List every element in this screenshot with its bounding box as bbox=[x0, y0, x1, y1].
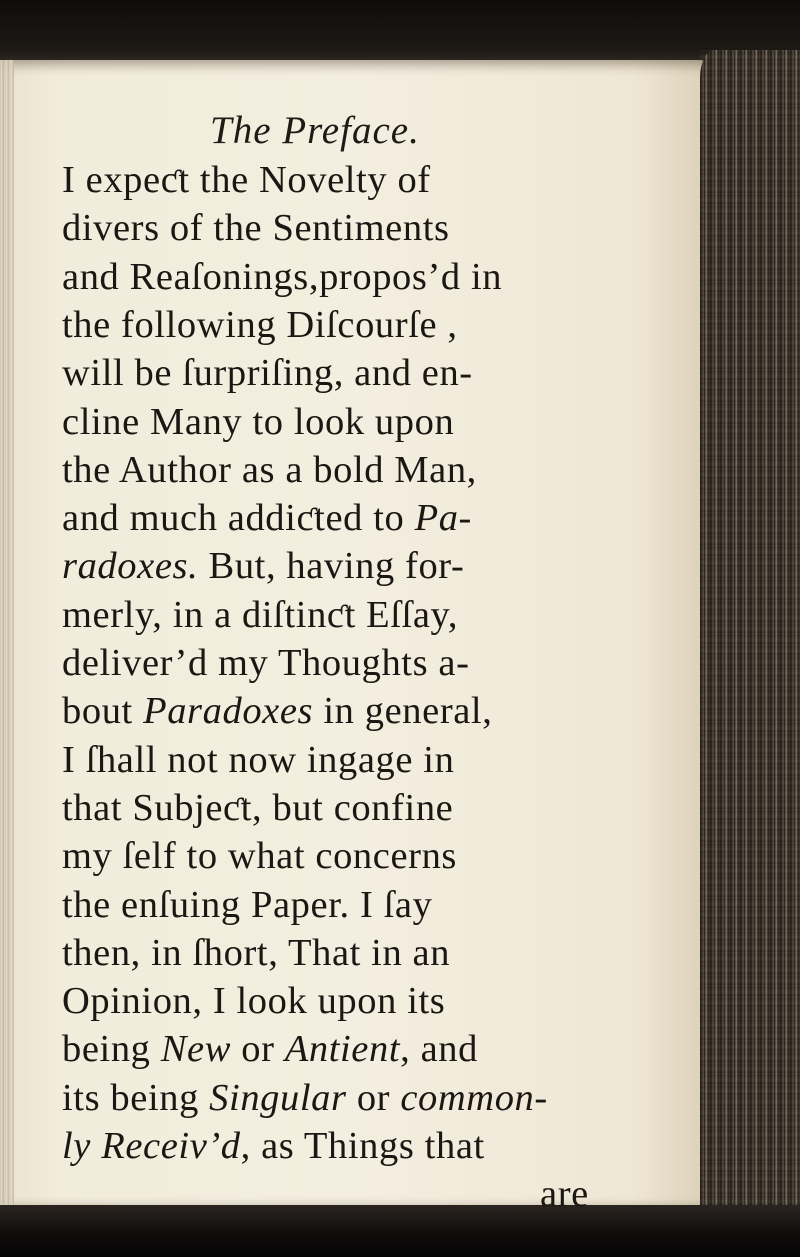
text-line bbox=[62, 641, 470, 685]
running-head: The Preface. bbox=[210, 109, 420, 152]
roman-text: , and bbox=[400, 1028, 478, 1071]
scan-background-bottom bbox=[0, 1205, 800, 1257]
text-line bbox=[62, 931, 450, 975]
text-line bbox=[62, 448, 477, 492]
roman-text: , as Things that bbox=[240, 1125, 485, 1167]
text-line bbox=[62, 351, 473, 395]
roman-text: I ſhall not now ingage in bbox=[62, 738, 455, 781]
italic-text: Singular bbox=[209, 1076, 347, 1119]
roman-text: the Author as a bold Man, bbox=[62, 448, 477, 491]
roman-text: I expeƈt the Novelty of bbox=[62, 159, 431, 201]
roman-text: my ſelf to what concerns bbox=[62, 835, 458, 878]
text-line bbox=[62, 206, 450, 250]
text-line bbox=[62, 979, 445, 1023]
text-line bbox=[62, 834, 457, 878]
roman-text: But, having for- bbox=[198, 545, 465, 588]
text-line bbox=[62, 738, 454, 782]
italic-text: Pa- bbox=[414, 497, 472, 540]
roman-text: the enſuing Paper. I ſay bbox=[62, 883, 433, 926]
roman-text: or bbox=[231, 1028, 285, 1071]
text-line bbox=[62, 883, 432, 927]
text-line bbox=[62, 1076, 548, 1120]
text-line bbox=[62, 255, 502, 299]
text-line bbox=[62, 1124, 485, 1168]
text-line bbox=[62, 593, 458, 637]
text-line bbox=[62, 400, 454, 444]
page-left-edge bbox=[0, 60, 14, 1208]
text-line bbox=[62, 544, 464, 588]
roman-text: divers of the Sentiments bbox=[62, 207, 450, 250]
italic-text: Paradoxes bbox=[143, 690, 314, 733]
roman-text: in general, bbox=[313, 690, 493, 733]
roman-text: then, in ſhort, That in an bbox=[62, 931, 451, 974]
text-line bbox=[62, 689, 492, 733]
roman-text: Opinion, I look upon its bbox=[62, 980, 446, 1023]
roman-text: and much addiƈted to bbox=[62, 497, 415, 540]
italic-text: ly Receiv’d bbox=[62, 1125, 241, 1167]
text-line bbox=[62, 303, 458, 347]
italic-text: Antient bbox=[284, 1028, 401, 1071]
text-line bbox=[62, 496, 472, 540]
italic-text: common- bbox=[400, 1076, 548, 1119]
roman-text: its being bbox=[62, 1076, 210, 1119]
text-line bbox=[62, 158, 431, 202]
roman-text: that Subjeƈt, but confine bbox=[62, 786, 454, 829]
roman-text: cline Many to look upon bbox=[62, 400, 455, 443]
roman-text: merly, in a diſtinƈt Eſſay, bbox=[62, 593, 459, 636]
roman-text: will be ſurpriſing, and en- bbox=[62, 352, 473, 395]
roman-text: and Reaſonings,propos’d in bbox=[62, 255, 503, 298]
text-line bbox=[62, 786, 453, 830]
roman-text: or bbox=[346, 1076, 401, 1119]
text-line bbox=[62, 1027, 478, 1071]
italic-text: New bbox=[160, 1028, 232, 1071]
roman-text: the following Diſcourſe , bbox=[62, 303, 458, 346]
book-fore-edge bbox=[700, 50, 800, 1210]
roman-text: deliver’d my Thoughts a- bbox=[62, 642, 470, 684]
roman-text: being bbox=[62, 1028, 161, 1071]
roman-text: bout bbox=[62, 690, 144, 733]
catchword: are bbox=[540, 1173, 589, 1216]
italic-text: radoxes. bbox=[62, 545, 199, 588]
